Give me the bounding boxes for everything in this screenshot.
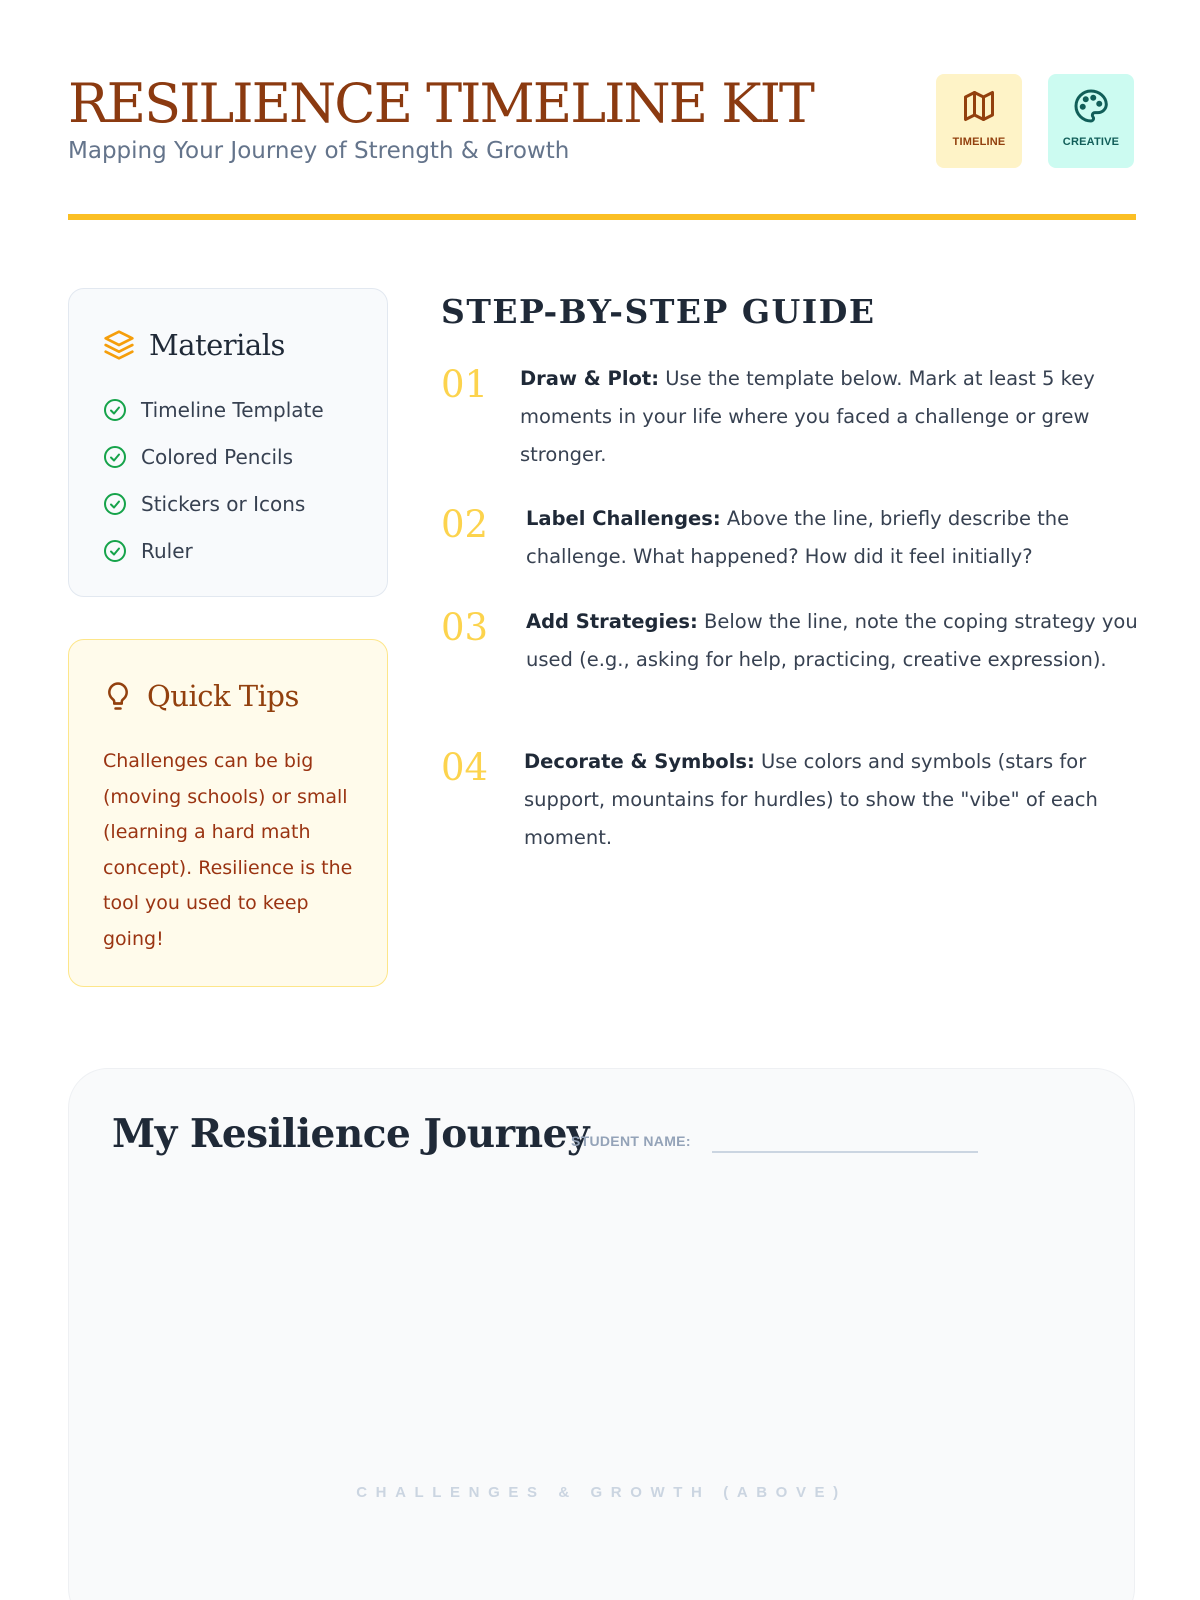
guide-step: [441, 603, 1141, 717]
material-label: Colored Pencils: [141, 444, 293, 469]
page-subtitle: Mapping Your Journey of Strength & Growth: [68, 138, 570, 164]
journey-title: My Resilience Journey: [112, 1111, 590, 1157]
tips-title: Quick Tips: [147, 679, 299, 713]
check-circle-icon: [103, 445, 127, 469]
lightbulb-icon: [103, 680, 133, 712]
timeline-caption: CHALLENGES & GROWTH (ABOVE): [356, 1484, 847, 1501]
step-text: [520, 360, 1141, 474]
materials-card: [68, 288, 388, 597]
step-text: [526, 603, 1141, 679]
step-heading: Label Challenges:: [526, 507, 721, 530]
student-name-field[interactable]: [712, 1151, 978, 1153]
materials-title: Materials: [149, 328, 285, 362]
step-number: 01: [441, 363, 489, 406]
step-text: [526, 500, 1141, 576]
materials-header: [103, 325, 285, 365]
step-body: Use colors and symbols (stars for support, mountains for hurdles) to show the "vibe" of each moment.: [524, 750, 1098, 849]
map-icon: [961, 88, 997, 124]
list-item: [103, 527, 324, 574]
check-circle-icon: [103, 539, 127, 563]
badge-label: TIMELINE: [952, 136, 1006, 148]
list-item: [103, 433, 324, 480]
student-name-label: STUDENT NAME:: [571, 1133, 691, 1149]
page-header: [68, 70, 1136, 220]
step-number: 04: [441, 746, 489, 789]
step-body: Use the template below. Mark at least 5 key moments in your life where you faced a challenge or grew stronger.: [520, 367, 1095, 466]
creative-badge: [1048, 74, 1134, 168]
material-label: Stickers or Icons: [141, 491, 306, 516]
palette-icon: [1073, 88, 1109, 124]
guide-step: [441, 743, 1141, 857]
materials-list: [103, 386, 324, 574]
check-circle-icon: [103, 398, 127, 422]
guide-step: [441, 500, 1141, 580]
list-item: [103, 386, 324, 433]
badge-label: CREATIVE: [1062, 136, 1120, 148]
step-body: Below the line, note the coping strategy you used (e.g., asking for help, practicing, creative expression).: [526, 610, 1138, 671]
step-text: [524, 743, 1141, 857]
check-circle-icon: [103, 492, 127, 516]
page-title: RESILIENCE TIMELINE KIT: [68, 72, 813, 135]
step-heading: Draw & Plot:: [520, 367, 660, 390]
guide-title: STEP-BY-STEP GUIDE: [441, 292, 876, 331]
header-divider: [68, 214, 1136, 220]
timeline-badge: [936, 74, 1022, 168]
list-item: [103, 480, 324, 527]
step-body: Above the line, briefly describe the challenge. What happened? How did it feel initially?: [526, 507, 1070, 568]
step-heading: Decorate & Symbols:: [524, 750, 755, 773]
layers-icon: [103, 329, 135, 361]
tips-header: [103, 676, 299, 716]
step-number: 02: [441, 503, 489, 546]
material-label: Ruler: [141, 538, 193, 563]
journey-template: [68, 1068, 1135, 1600]
quick-tips-card: [68, 639, 388, 987]
material-label: Timeline Template: [141, 397, 324, 422]
step-heading: Add Strategies:: [526, 610, 698, 633]
step-number: 03: [441, 606, 489, 649]
guide-step: [441, 360, 1141, 470]
tips-text: Challenges can be big (moving schools) or small (learning a hard math concept). Resilience is the tool you used to keep going!: [103, 750, 353, 950]
